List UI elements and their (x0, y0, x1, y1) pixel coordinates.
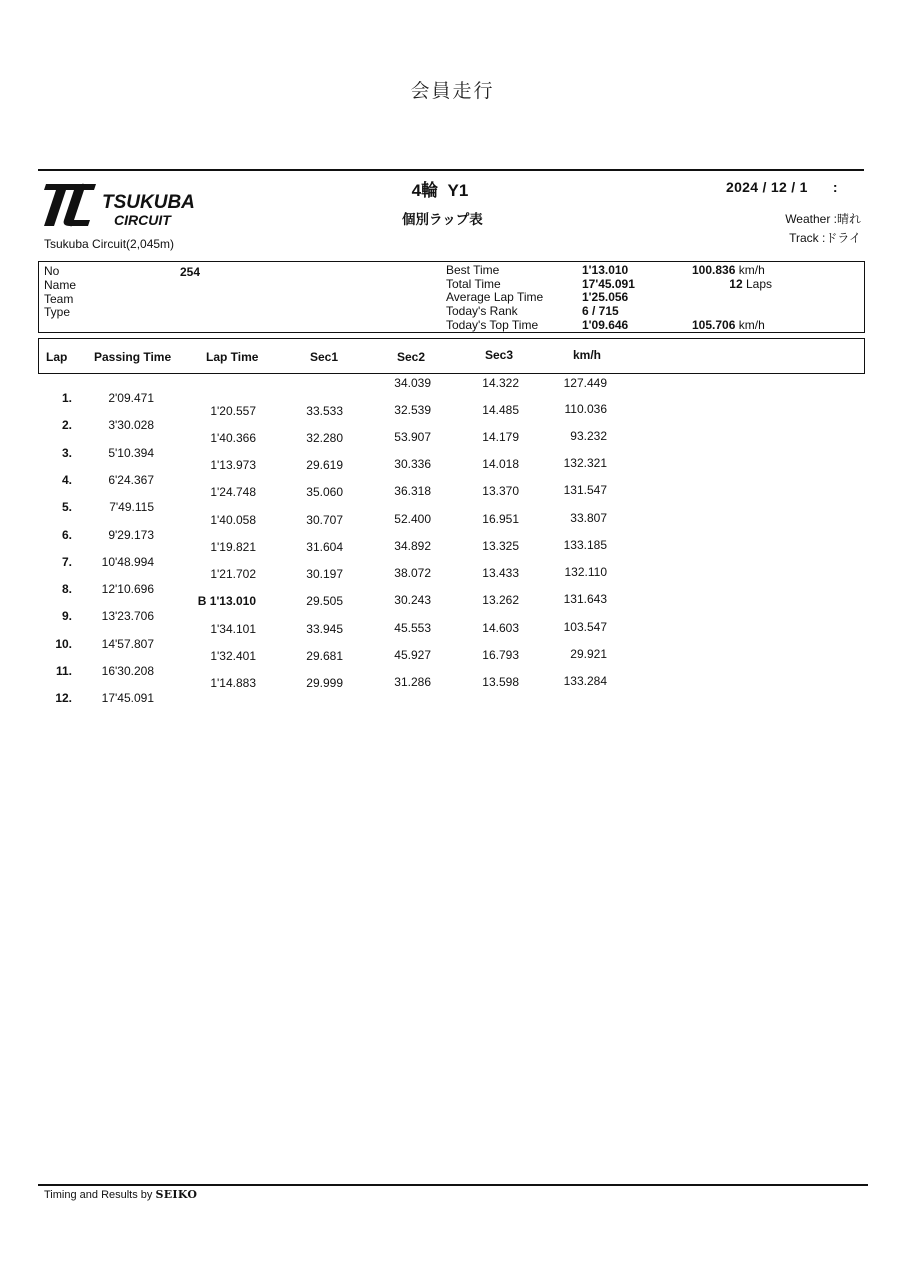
best-time-value: 1'13.010 (582, 263, 629, 277)
passing-time: 14'57.807 (101, 637, 154, 651)
sec1: 29.681 (306, 649, 343, 663)
laps-count: 12 (729, 276, 743, 291)
passing-time: 10'48.994 (101, 555, 154, 569)
sec3: 14.179 (482, 430, 519, 444)
top-speed: 105.706 (692, 317, 736, 332)
stats-extra (692, 264, 772, 333)
sec3: 16.793 (482, 648, 519, 662)
kmh: 33.807 (570, 511, 607, 525)
kmh: 132.321 (563, 456, 607, 470)
sec3: 16.951 (482, 512, 519, 526)
sec3: 14.603 (482, 621, 519, 635)
top-time-value: 1'09.646 (582, 317, 629, 332)
avg-lap-label: Average Lap Time (446, 290, 544, 305)
best-speed: 100.836 (692, 263, 736, 277)
sec3: 14.018 (482, 457, 519, 471)
first-sec2: 34.039 (394, 376, 431, 390)
passing-time: 13'23.706 (101, 609, 154, 623)
first-sec3: 14.322 (482, 376, 519, 390)
kmh: 133.185 (563, 538, 607, 552)
lap-time: 1'32.401 (210, 649, 256, 663)
sec1: 30.197 (306, 567, 343, 581)
header-lap-time: Lap Time (206, 350, 259, 364)
header-sec3: Sec3 (485, 348, 514, 362)
sec3: 13.598 (482, 675, 519, 689)
lap-time: 1'19.821 (210, 540, 256, 554)
event-subtitle: 個別ラップ表 (402, 212, 483, 227)
lap-number: 9. (61, 609, 72, 623)
best-speed-unit: km/h (738, 263, 765, 277)
sec2: 34.892 (394, 539, 431, 553)
passing-time: 5'10.394 (108, 446, 154, 460)
weather: Weather :晴れ (785, 212, 861, 226)
event-date: 2024 / 12 / 1 : (726, 179, 838, 195)
lap-number: 7. (61, 555, 72, 569)
kmh: 29.921 (570, 647, 607, 661)
sec1: 30.707 (306, 513, 343, 527)
sec1: 31.604 (306, 540, 343, 554)
sec2: 53.907 (394, 430, 431, 444)
circuit-name: Tsukuba Circuit(2,045m) (44, 237, 175, 251)
header-sec1: Sec1 (310, 350, 339, 364)
name-label: Name (44, 277, 77, 292)
sec3: 13.433 (482, 566, 519, 580)
stats-values (582, 264, 635, 333)
lap-number: 8. (61, 582, 72, 596)
top-speed-unit: km/h (738, 317, 765, 332)
lap-time: 1'40.058 (210, 513, 256, 527)
kmh: 93.232 (570, 429, 607, 443)
kmh: 103.547 (563, 620, 607, 634)
kmh: 133.284 (563, 674, 607, 688)
lap-number: 3. (61, 446, 72, 460)
driver-labels (44, 265, 76, 320)
footer-rule (38, 1184, 868, 1186)
passing-time: 17'45.091 (101, 691, 154, 705)
sec2: 45.553 (394, 621, 431, 635)
lap-number: 5. (61, 500, 72, 514)
kmh: 131.643 (563, 592, 607, 606)
lap-time: 1'20.557 (210, 404, 256, 418)
kmh: 110.036 (564, 402, 607, 416)
footer-prefix: Timing and Results by (44, 1189, 156, 1201)
rank-value: 6 / 715 (582, 304, 619, 319)
header-top-rule (38, 169, 864, 171)
team-label: Team (44, 291, 74, 306)
passing-time: 6'24.367 (108, 473, 154, 487)
passing-time: 12'10.696 (101, 582, 154, 596)
rank-label: Today's Rank (446, 304, 518, 319)
lap-time: 1'14.883 (210, 676, 256, 690)
no-label: No (44, 264, 60, 278)
sec2: 31.286 (394, 675, 431, 689)
lap-number: 11. (55, 664, 72, 678)
lap-time: 1'21.702 (210, 567, 256, 581)
top-time-label: Today's Top Time (446, 317, 539, 332)
sec1: 29.999 (306, 676, 343, 690)
first-kmh: 127.449 (563, 376, 607, 390)
header-passing-time: Passing Time (94, 350, 172, 364)
passing-time: 2'09.471 (108, 391, 154, 405)
total-time-value: 17'45.091 (582, 276, 635, 291)
logo-line2: CIRCUIT (114, 212, 171, 228)
sec2: 45.927 (394, 648, 431, 662)
type-label: Type (44, 305, 71, 320)
tsukuba-circuit-logo (40, 180, 240, 232)
stats-labels (446, 264, 543, 333)
sec1: 33.533 (306, 404, 343, 418)
header-sec2: Sec2 (397, 350, 426, 364)
sec2: 38.072 (394, 566, 431, 580)
sec3: 13.370 (482, 484, 519, 498)
seiko-brand: SEIKO (155, 1188, 198, 1201)
sec2: 52.400 (394, 512, 431, 526)
event-title: 4輪 Y1 (411, 181, 469, 200)
passing-time: 3'30.028 (108, 418, 154, 432)
header-kmh: km/h (573, 348, 602, 362)
sec1: 32.280 (306, 431, 343, 445)
logo-line1: TSUKUBA (102, 192, 195, 213)
lap-time: 1'34.101 (210, 622, 256, 636)
lap-time: 1'24.748 (210, 485, 256, 499)
sec2: 32.539 (394, 403, 431, 417)
sec2: 30.336 (394, 457, 431, 471)
kmh: 132.110 (564, 565, 607, 579)
lap-number: 4. (61, 473, 72, 487)
sec2: 30.243 (394, 593, 431, 607)
passing-time: 16'30.208 (101, 664, 154, 678)
sec3: 13.325 (482, 539, 519, 553)
sec1: 35.060 (306, 485, 343, 499)
total-time-label: Total Time (446, 276, 501, 291)
car-number: 254 (180, 265, 201, 279)
lap-number: 1. (61, 391, 72, 405)
lap-time: 1'40.366 (210, 431, 256, 445)
lap-number: 10. (55, 637, 72, 651)
lap-time: 1'13.973 (210, 458, 256, 472)
footer-credit (44, 1188, 197, 1201)
lap-number: 12. (55, 691, 72, 705)
sec1: 29.505 (306, 594, 343, 608)
sec1: 29.619 (306, 458, 343, 472)
lap-number: 2. (61, 418, 72, 432)
avg-lap-value: 1'25.056 (582, 290, 629, 305)
lap-number: 6. (61, 528, 72, 542)
lap-time: B 1'13.010 (197, 594, 256, 608)
passing-time: 7'49.115 (109, 500, 154, 514)
best-time-label: Best Time (446, 263, 500, 277)
page-title: 会員走行 (410, 81, 495, 102)
sec3: 14.485 (482, 403, 519, 417)
sec3: 13.262 (482, 593, 519, 607)
kmh: 131.547 (563, 483, 607, 497)
sec1: 33.945 (306, 622, 343, 636)
laps-unit: Laps (745, 276, 772, 291)
passing-time: 9'29.173 (108, 528, 154, 542)
track-condition: Track :ドライ (789, 231, 861, 245)
header-lap: Lap (46, 350, 68, 364)
sec2: 36.318 (394, 484, 431, 498)
